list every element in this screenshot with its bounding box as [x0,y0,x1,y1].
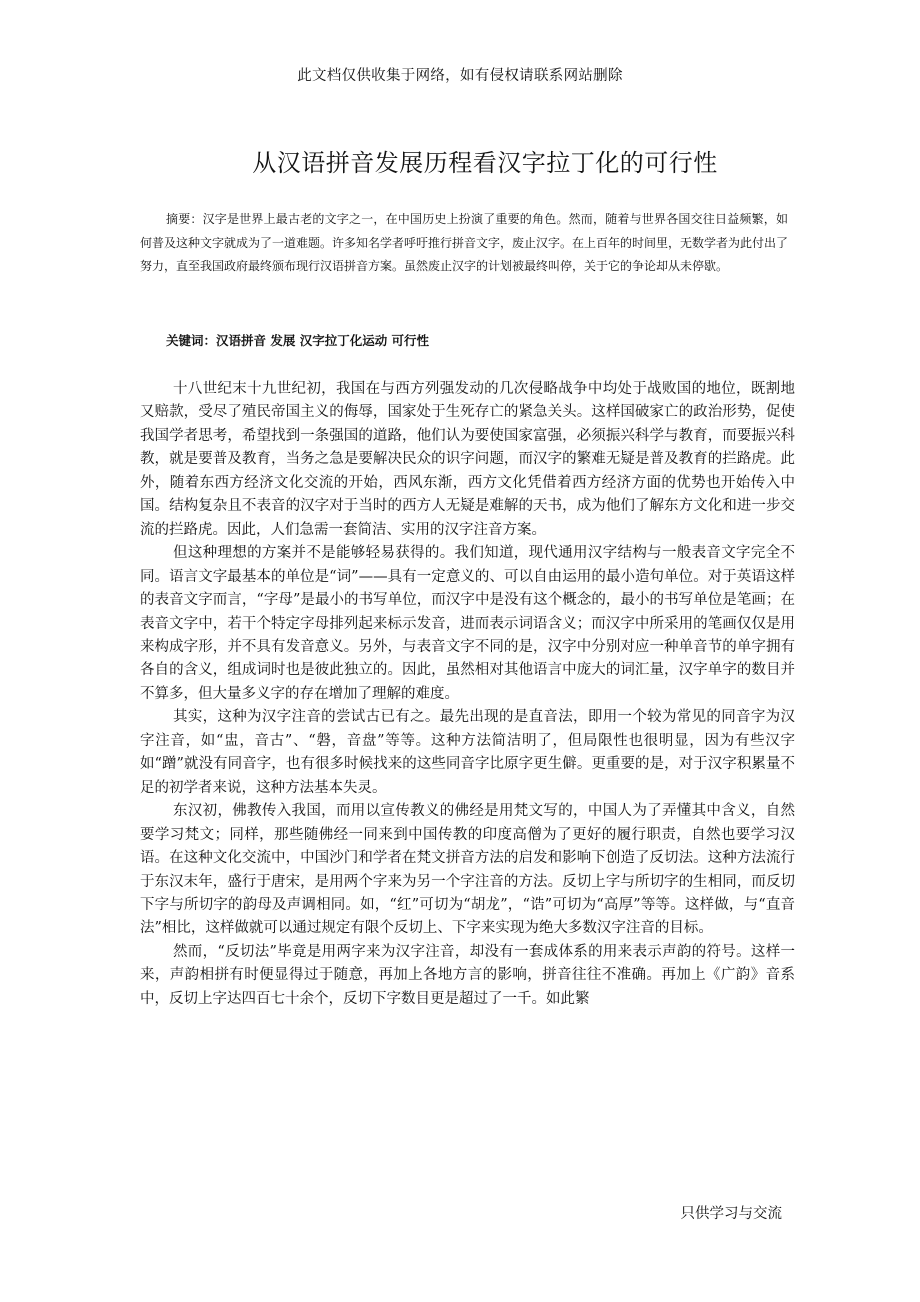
header-disclaimer: 此文档仅供收集于网络，如有侵权请联系网站删除 [297,68,623,84]
paragraph-3: 其实，这种为汉字注音的尝试古已有之。最先出现的是直音法，即用一个较为常见的同音字为汉字注音，如“盅，音古”、“磐，音盘”等等。这种方法简洁明了，但局限性也很明显，因为有些汉字如“蹭”就没有同音字，也有很多时候找来的这些同音字比原字更生僻。更重要的是，对于汉字积累量不足的初学者来说，这种方法基本失灵。 [140,709,795,796]
abstract: 摘要：汉字是世界上最古老的文字之一，在中国历史上扮演了重要的角色。然而，随着与世界各国交往日益频繁，如何普及这种文字就成为了一道难题。许多知名学者呼吁推行拼音文字，废止汉字。在上百年的时间里，无数学者为此付出了努力，直至我国政府最终颁布现行汉语拼音方案。虽然废止汉字的计划被最终叫停，关于它的争论却从未停歇。 [140,212,789,273]
paragraph-2: 但这种理想的方案并不是能够轻易获得的。我们知道，现代通用汉字结构与一般表音文字完全不同。语言文字最基本的单位是“词”——具有一定意义的、可以自由运用的最小造句单位。对于英语这样的表音文字而言，“字母”是最小的书写单位，而汉字中是没有这个概念的，最小的书写单位是笔画；在表音文字中，若干个特定字母排列起来标示发音，进而表示词语含义；而汉字中所采用的笔画仅仅是用来构成字形，并不具有发音意义。另外，与表音文字不同的是，汉字中分别对应一种单音节的单字拥有各自的含义，组成词时也是彼此独立的。因此，虽然相对其他语言中庞大的词汇量，汉字单字的数目并不算多，但大量多义字的存在增加了理解的难度。 [140,545,795,702]
paragraph-5: 然而，“反切法”毕竟是用两字来为汉字注音，却没有一套成体系的用来表示声韵的符号。这样一来，声韵相拼有时便显得过于随意，再加上各地方言的影响，拼音往往不准确。再加上《广韵》音系中，反切上字达四百七十余个，反切下字数目更是超过了一千。如此繁 [140,943,795,1007]
page-title: 从汉语拼音发展历程看汉字拉丁化的可行性 [252,149,718,177]
footer-note: 只供学习与交流 [680,1206,782,1222]
keywords: 关键词：汉语拼音 发展 汉字拉丁化运动 可行性 [166,333,430,348]
paragraph-4: 东汉初，佛教传入我国，而用以宣传教义的佛经是用梵文写的，中国人为了弄懂其中含义，自然要学习梵文；同样，那些随佛经一同来到中国传教的印度高僧为了更好的履行职责，自然也要学习汉语。在这种文化交流中，中国沙门和学者在梵文拼音方法的启发和影响下创造了反切法。这种方法流行于东汉末年，盛行于唐宋，是用两个字来为另一个字注音的方法。反切上字与所切字的生相同，而反切下字与所切字的韵母及声调相同。如，“红”可切为“胡龙”，“诰”可切为“高厚”等等。这样做，与“直音法”相比，这样做就可以通过规定有限个反切上、下字来实现为绝大多数汉字注音的目标。 [140,803,795,937]
paragraph-1: 十八世纪末十九世纪初，我国在与西方列强发动的几次侵略战争中均处于战败国的地位，既割地又赔款，受尽了殖民帝国主义的侮辱，国家处于生死存亡的紧急关头。这样国破家亡的政治形势，促使我国学者思考，希望找到一条强国的道路，他们认为要使国家富强，必须振兴科学与教育，而要振兴科教，就是要普及教育，当务之急是要解决民众的识字问题，而汉字的繁难无疑是普及教育的拦路虎。此外，随着东西方经济文化交流的开始，西风东渐，西方文化凭借着西方经济方面的优势也开始传入中国。结构复杂且不表音的汉字对于当时的西方人无疑是难解的天书，成为他们了解东方文化和进一步交流的拦路虎。因此，人们急需一套简洁、实用的汉字注音方案。 [140,381,795,538]
body-text [140,378,795,1011]
